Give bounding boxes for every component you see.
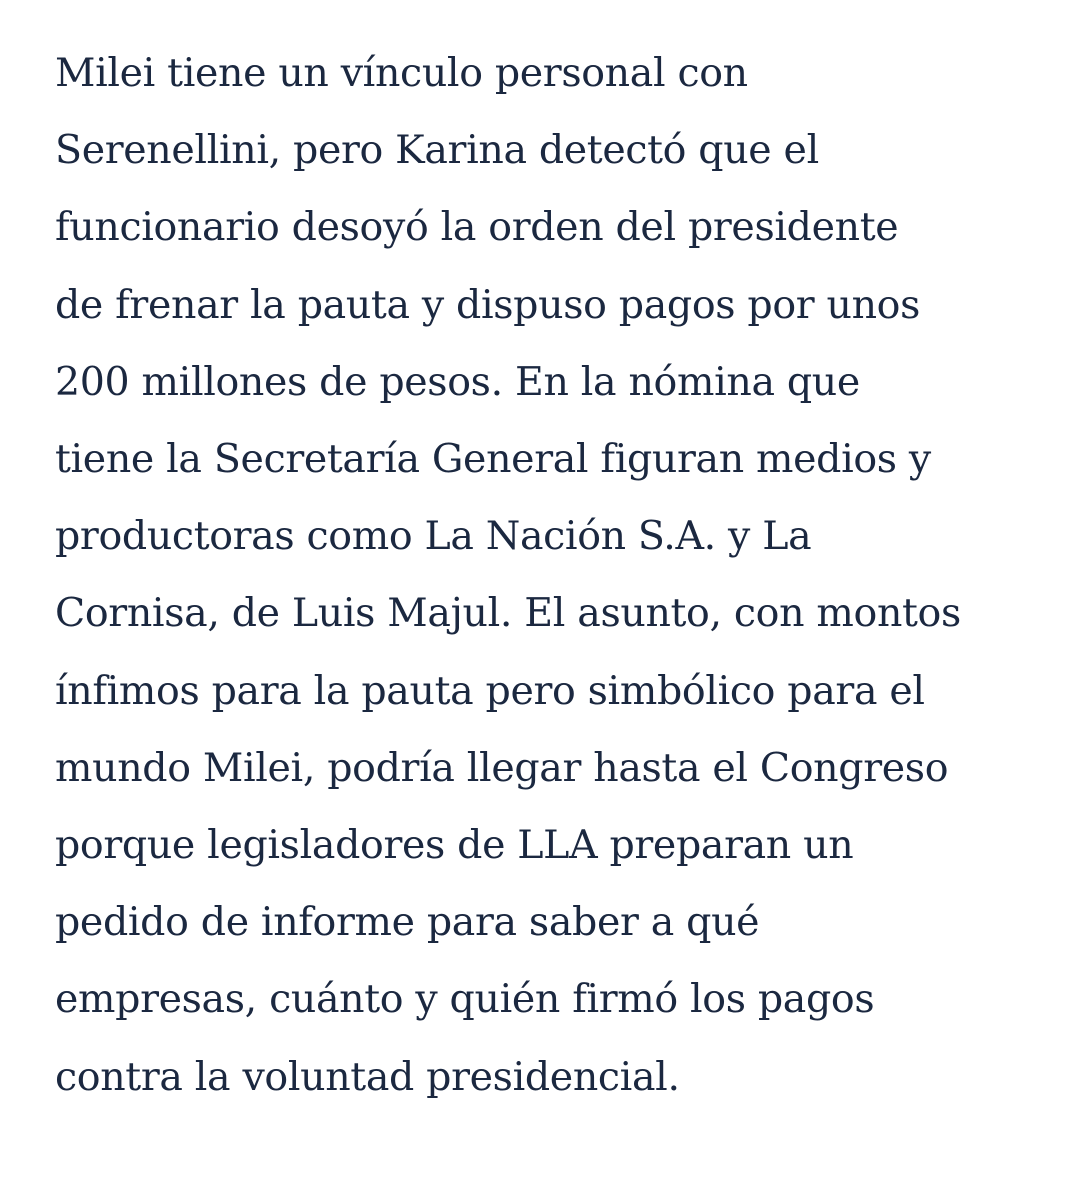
article-paragraph xyxy=(55,35,1065,1116)
paragraph-line: funcionario desoyó la orden del presidente xyxy=(55,204,899,251)
paragraph-line: mundo Milei, podría llegar hasta el Congreso xyxy=(55,744,949,791)
paragraph-line: pedido de informe para saber a qué xyxy=(55,899,760,946)
paragraph-line: ínfimos para la pauta pero simbólico para el xyxy=(55,667,925,714)
paragraph-line: de frenar la pauta y dispuso pagos por unos xyxy=(55,281,921,328)
paragraph-line: productoras como La Nación S.A. y La xyxy=(55,513,812,560)
paragraph-line: 200 millones de pesos. En la nómina que xyxy=(55,358,860,405)
paragraph-line: Serenellini, pero Karina detectó que el xyxy=(55,127,819,174)
paragraph-line: empresas, cuánto y quién firmó los pagos xyxy=(55,976,875,1023)
paragraph-line: contra la voluntad presidencial. xyxy=(55,1053,680,1100)
paragraph-line: Milei tiene un vínculo personal con xyxy=(55,50,748,96)
paragraph-line: tiene la Secretaría General figuran medios y xyxy=(55,436,931,483)
paragraph-line: Cornisa, de Luis Majul. El asunto, con montos xyxy=(55,590,961,637)
paragraph-line: porque legisladores de LLA preparan un xyxy=(55,822,854,869)
